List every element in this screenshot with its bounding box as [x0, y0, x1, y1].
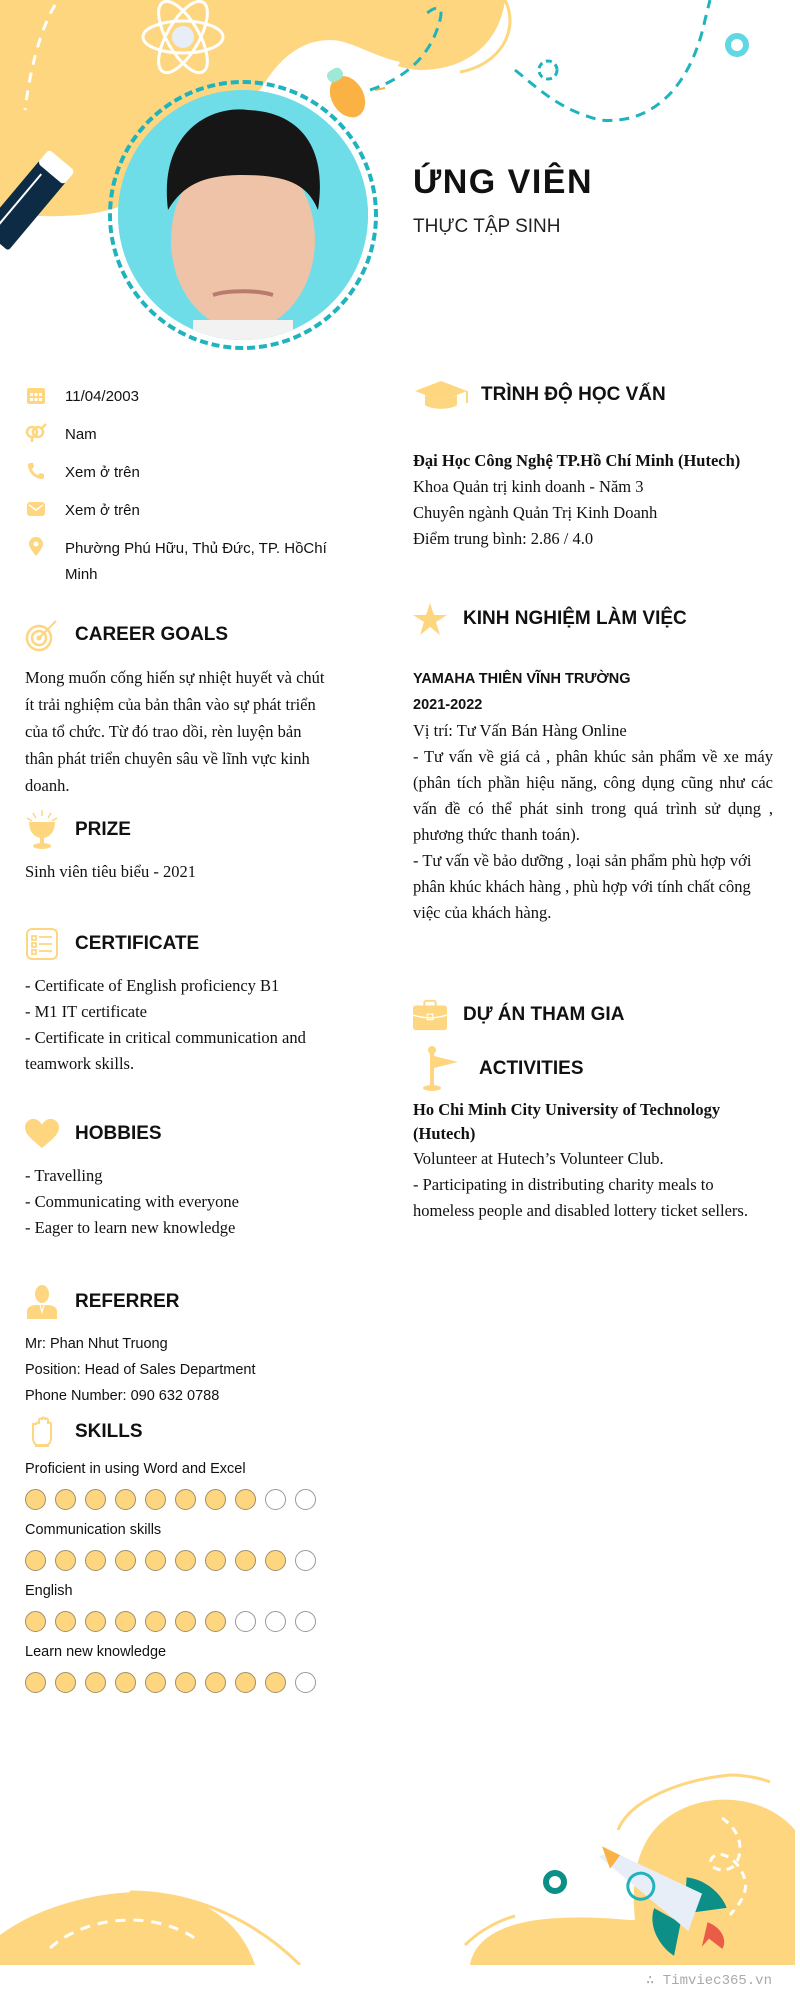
rating-dot-filled — [235, 1672, 256, 1693]
birthdate-value: 11/04/2003 — [65, 388, 139, 405]
info-address — [25, 536, 345, 588]
rating-dot-filled — [85, 1672, 106, 1693]
rating-dot-empty — [295, 1489, 316, 1510]
rating-dot-filled — [115, 1611, 136, 1632]
email-icon — [25, 498, 47, 520]
rating-dot-filled — [115, 1550, 136, 1571]
graduation-cap-icon — [413, 378, 469, 412]
rating-dot-filled — [235, 1489, 256, 1510]
rating-dot-empty — [235, 1611, 256, 1632]
prize-title: PRIZE — [75, 819, 131, 840]
checklist-icon — [25, 927, 59, 961]
skill-label: Learn new knowledge — [25, 1644, 167, 1660]
heart-icon — [25, 1117, 59, 1151]
experience-title: KINH NGHIỆM LÀM VIỆC — [463, 608, 687, 629]
certificate-header — [25, 927, 345, 961]
trophy-icon — [25, 813, 59, 847]
referrer-phone: Phone Number: 090 632 0788 — [25, 1388, 220, 1404]
certificate-title: CERTIFICATE — [75, 933, 200, 954]
skill-label: English — [25, 1583, 73, 1599]
experience-header — [413, 602, 773, 636]
rating-dot-filled — [25, 1489, 46, 1510]
referrer-name: Mr: Phan Nhut Truong — [25, 1336, 168, 1352]
education-header — [413, 378, 773, 412]
candidate-role: THỰC TẬP SINH — [413, 216, 561, 237]
star-icon — [413, 602, 447, 636]
rating-dot-filled — [115, 1489, 136, 1510]
profile-photo-frame — [108, 80, 378, 350]
referrer-header — [25, 1285, 345, 1319]
rating-dot-filled — [265, 1672, 286, 1693]
work-period: 2021-2022 — [413, 697, 483, 713]
activity-org: Ho Chi Minh City University of Technology (Hutech) — [413, 1100, 721, 1143]
hobbies-header — [25, 1117, 345, 1151]
prize-text: Sinh viên tiêu biểu - 2021 — [25, 862, 196, 881]
right-column — [413, 378, 773, 1224]
certificate-item: - M1 IT certificate — [25, 1002, 148, 1021]
activities-header — [413, 1052, 773, 1086]
candidate-name: ỨNG VIÊN — [413, 163, 594, 201]
skills-list — [25, 1459, 345, 1693]
rating-dot-filled — [265, 1550, 286, 1571]
rating-dot-empty — [295, 1550, 316, 1571]
certificate-list — [25, 973, 325, 1077]
rating-dot-filled — [205, 1489, 226, 1510]
info-phone — [25, 460, 345, 486]
work-desc-2: - Tư vấn về bảo dưỡng , loại sản phẩm phù hợp với phân khúc khách hàng , phù hợp với tính chất công việc của khách hàng. — [413, 851, 752, 922]
profile-photo — [118, 90, 368, 340]
rating-dot-filled — [145, 1489, 166, 1510]
career-goals-header — [25, 618, 345, 652]
rating-dot-filled — [175, 1672, 196, 1693]
education-title: TRÌNH ĐỘ HỌC VẤN — [481, 384, 666, 405]
activity-desc: - Participating in distributing charity meals to homeless people and disabled lottery ticket sellers. — [413, 1175, 748, 1220]
rating-dot-filled — [175, 1489, 196, 1510]
certificate-item: - Certificate in critical communication and teamwork skills. — [25, 1028, 306, 1073]
skill-rating — [25, 1672, 345, 1693]
rating-dot-empty — [295, 1611, 316, 1632]
rating-dot-filled — [115, 1672, 136, 1693]
rating-dot-filled — [145, 1672, 166, 1693]
phone-value: Xem ở trên — [65, 464, 140, 481]
flag-icon — [413, 1052, 463, 1086]
rating-dot-empty — [265, 1489, 286, 1510]
location-icon — [25, 536, 47, 558]
hobbies-title: HOBBIES — [75, 1123, 162, 1144]
rating-dot-filled — [25, 1611, 46, 1632]
rating-dot-filled — [25, 1672, 46, 1693]
email-value: Xem ở trên — [65, 502, 140, 519]
info-gender — [25, 422, 345, 448]
rating-dot-filled — [55, 1611, 76, 1632]
gender-value: Nam — [65, 426, 97, 443]
briefcase-icon — [413, 998, 447, 1032]
rating-dot-filled — [85, 1550, 106, 1571]
target-icon — [25, 618, 59, 652]
rating-dot-filled — [235, 1550, 256, 1571]
skill-rating — [25, 1550, 345, 1571]
skill-label: Communication skills — [25, 1522, 162, 1538]
rating-dot-filled — [205, 1672, 226, 1693]
skills-title: SKILLS — [75, 1421, 143, 1442]
rating-dot-filled — [85, 1611, 106, 1632]
person-icon — [25, 1285, 59, 1319]
hand-icon — [25, 1415, 59, 1449]
faculty: Khoa Quản trị kinh doanh - Năm 3 — [413, 477, 644, 496]
hobby-item: - Eager to learn new knowledge — [25, 1218, 236, 1237]
rating-dot-filled — [145, 1550, 166, 1571]
rating-dot-filled — [85, 1489, 106, 1510]
rating-dot-filled — [55, 1550, 76, 1571]
rating-dot-empty — [295, 1672, 316, 1693]
work-position: Vị trí: Tư Vấn Bán Hàng Online — [413, 721, 627, 740]
personal-info — [25, 384, 345, 588]
address-value: Phường Phú Hữu, Thủ Đức, TP. HồChí Minh — [65, 540, 327, 583]
hobby-item: - Communicating with everyone — [25, 1192, 239, 1211]
rating-dot-filled — [145, 1611, 166, 1632]
phone-icon — [25, 460, 47, 482]
hobbies-list — [25, 1163, 345, 1241]
experience-content — [413, 666, 773, 926]
projects-header — [413, 998, 773, 1032]
rating-dot-filled — [25, 1550, 46, 1571]
info-email — [25, 498, 345, 524]
school-name: Đại Học Công Nghệ TP.Hồ Chí Minh (Hutech) — [413, 451, 741, 470]
referrer-info — [25, 1331, 345, 1409]
left-column — [25, 384, 345, 1703]
certificate-item: - Certificate of English proficiency B1 — [25, 976, 280, 995]
rating-dot-empty — [265, 1611, 286, 1632]
work-desc-1: - Tư vấn về giá cả , phân khúc sản phẩm về xe máy (phân tích phần hiệu năng, công dụng cũng như các vấn đề có thể phát sinh trong quá trình sử dụng , phương thức thanh toán). — [413, 747, 773, 844]
activities-content — [413, 1098, 773, 1224]
rating-dot-filled — [55, 1489, 76, 1510]
career-goals-title: CAREER GOALS — [75, 624, 229, 645]
skill-rating — [25, 1611, 345, 1632]
info-birthdate — [25, 384, 345, 410]
referrer-position: Position: Head of Sales Department — [25, 1362, 256, 1378]
rating-dot-filled — [175, 1611, 196, 1632]
rating-dot-filled — [55, 1672, 76, 1693]
skills-header — [25, 1415, 345, 1449]
activities-title: ACTIVITIES — [479, 1058, 584, 1079]
rating-dot-filled — [205, 1611, 226, 1632]
prize-header — [25, 813, 345, 847]
gpa: Điểm trung bình: 2.86 / 4.0 — [413, 529, 594, 548]
footer-decoration — [0, 1720, 800, 1965]
referrer-title: REFERRER — [75, 1291, 180, 1312]
calendar-icon — [25, 384, 47, 406]
hobby-item: - Travelling — [25, 1166, 103, 1185]
watermark: ∴ Timviec365.vn — [645, 1973, 772, 1989]
company-name: YAMAHA THIÊN VĨNH TRƯỜNG — [413, 671, 631, 687]
skill-rating — [25, 1489, 345, 1510]
major: Chuyên ngành Quản Trị Kinh Doanh — [413, 503, 658, 522]
activity-role: Volunteer at Hutech’s Volunteer Club. — [413, 1149, 664, 1168]
education-content — [413, 448, 773, 552]
gender-icon — [25, 422, 47, 444]
career-goals-text: Mong muốn cống hiến sự nhiệt huyết và chút ít trải nghiệm của bản thân vào sự phát triển của tổ chức. Từ đó trao dồi, rèn luyện bản thân phát triển chuyên sâu về lĩnh vực kinh doanh. — [25, 668, 325, 795]
skill-label: Proficient in using Word and Excel — [25, 1461, 246, 1477]
rating-dot-filled — [175, 1550, 196, 1571]
projects-title: DỰ ÁN THAM GIA — [463, 1004, 625, 1025]
rating-dot-filled — [205, 1550, 226, 1571]
